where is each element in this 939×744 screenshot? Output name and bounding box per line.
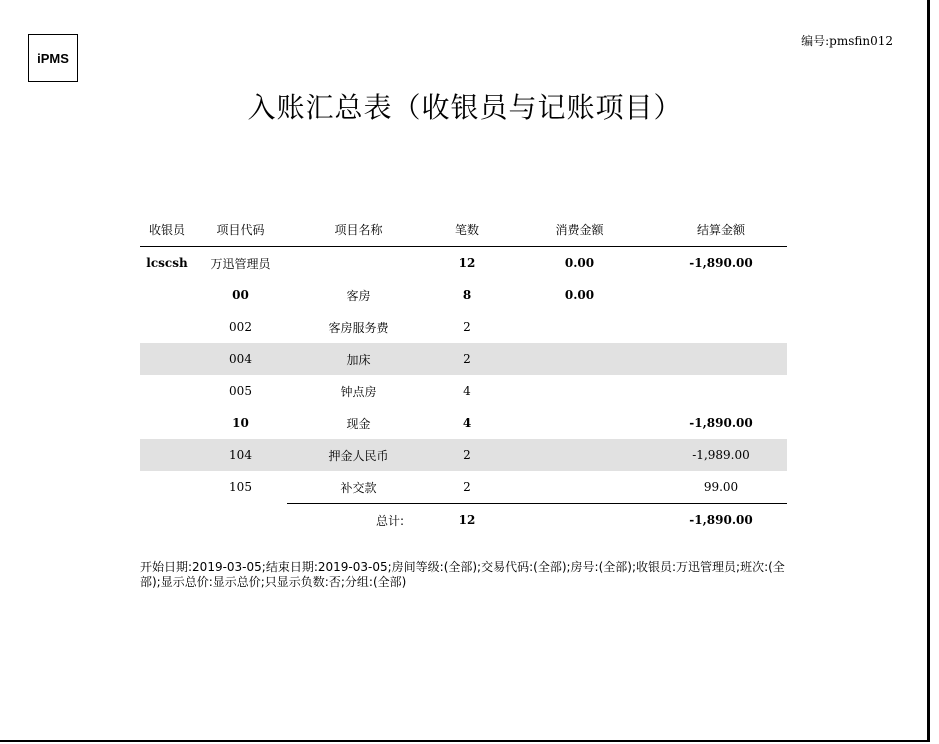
col-header-settle: 结算金额 (655, 212, 787, 247)
cell-consume (504, 471, 655, 504)
cell-count: 2 (430, 343, 504, 375)
table-row (140, 439, 787, 471)
ipms-logo: iPMS (28, 34, 78, 82)
col-header-cashier: 收银员 (140, 212, 194, 247)
cell-code: 105 (229, 480, 252, 495)
cell-name: 钟点房 (340, 384, 377, 399)
cell-cashier (140, 343, 194, 375)
total-consume (504, 504, 655, 537)
cell-cashier (140, 375, 194, 407)
cell-count: 2 (463, 320, 471, 334)
cell-settle (655, 375, 787, 407)
cell-settle (655, 343, 787, 375)
col-header-code: 项目代码 (194, 212, 287, 247)
filter-notes: 开始日期:2019-03-05;结束日期:2019-03-05;房间等级:(全部);交易代码:(全部);房号:(全部);收银员:万迅管理员;班次:(全部);显示总价:显示总价;只显示负数:否;分组:(全部) (140, 560, 785, 589)
total-row (140, 504, 787, 537)
col-header-name: 项目名称 (287, 212, 430, 247)
cell-consume: 0.00 (564, 256, 595, 270)
total-blank (140, 504, 194, 537)
cell-name: 现金 (346, 416, 371, 431)
cell-code: 104 (194, 439, 287, 471)
cell-count: 12 (458, 256, 476, 270)
table-row (140, 375, 787, 407)
cell-name: 加床 (287, 343, 430, 375)
cell-consume (504, 311, 655, 343)
cell-code: 004 (194, 343, 287, 375)
cell-cashier (140, 471, 194, 504)
cell-name: 押金人民币 (287, 439, 430, 471)
cell-code: 00 (232, 288, 249, 302)
table-row (140, 343, 787, 375)
total-count: 12 (430, 504, 504, 537)
cell-name (287, 247, 430, 280)
cell-settle (655, 311, 787, 343)
cell-cashier (140, 407, 194, 439)
col-header-count: 笔数 (430, 212, 504, 247)
cell-cashier (140, 439, 194, 471)
cell-code: 002 (229, 320, 252, 334)
table-row (140, 311, 787, 343)
cell-settle: -1,890.00 (689, 416, 753, 430)
cell-settle (655, 279, 787, 311)
cell-count: 4 (463, 384, 471, 398)
summary-table (140, 212, 787, 536)
cell-count: 8 (462, 288, 472, 302)
cell-code: 005 (229, 384, 252, 398)
cell-name: 补交款 (340, 480, 377, 495)
table-row (140, 279, 787, 311)
cell-settle: 99.00 (703, 480, 739, 494)
cell-consume (504, 375, 655, 407)
cell-consume: 0.00 (564, 288, 595, 302)
cell-count: 4 (462, 416, 472, 430)
cell-code: 10 (232, 416, 249, 430)
cell-settle: -1,890.00 (689, 256, 753, 270)
table-row (140, 407, 787, 439)
cell-consume (504, 439, 655, 471)
col-header-consume: 消费金额 (504, 212, 655, 247)
cell-count: 2 (463, 480, 471, 494)
cell-consume (504, 343, 655, 375)
report-title: 入账汇总表（收银员与记账项目） (247, 91, 683, 124)
cell-settle: -1,989.00 (655, 439, 787, 471)
total-label: 总计: (287, 504, 430, 537)
cell-consume (504, 407, 655, 439)
table-row (140, 247, 787, 280)
cell-count: 2 (430, 439, 504, 471)
cell-cashier (140, 279, 194, 311)
cell-code: 万迅管理员 (210, 256, 271, 271)
total-blank (194, 504, 287, 537)
table-header-row (140, 212, 787, 247)
cell-name: 客房 (346, 288, 371, 303)
cell-cashier: lcscsh (146, 256, 188, 270)
total-settle: -1,890.00 (655, 504, 787, 537)
table-row (140, 471, 787, 504)
cell-cashier (140, 311, 194, 343)
cell-name: 客房服务费 (328, 320, 389, 335)
report-code: 编号:pmsfin012 (801, 34, 893, 48)
